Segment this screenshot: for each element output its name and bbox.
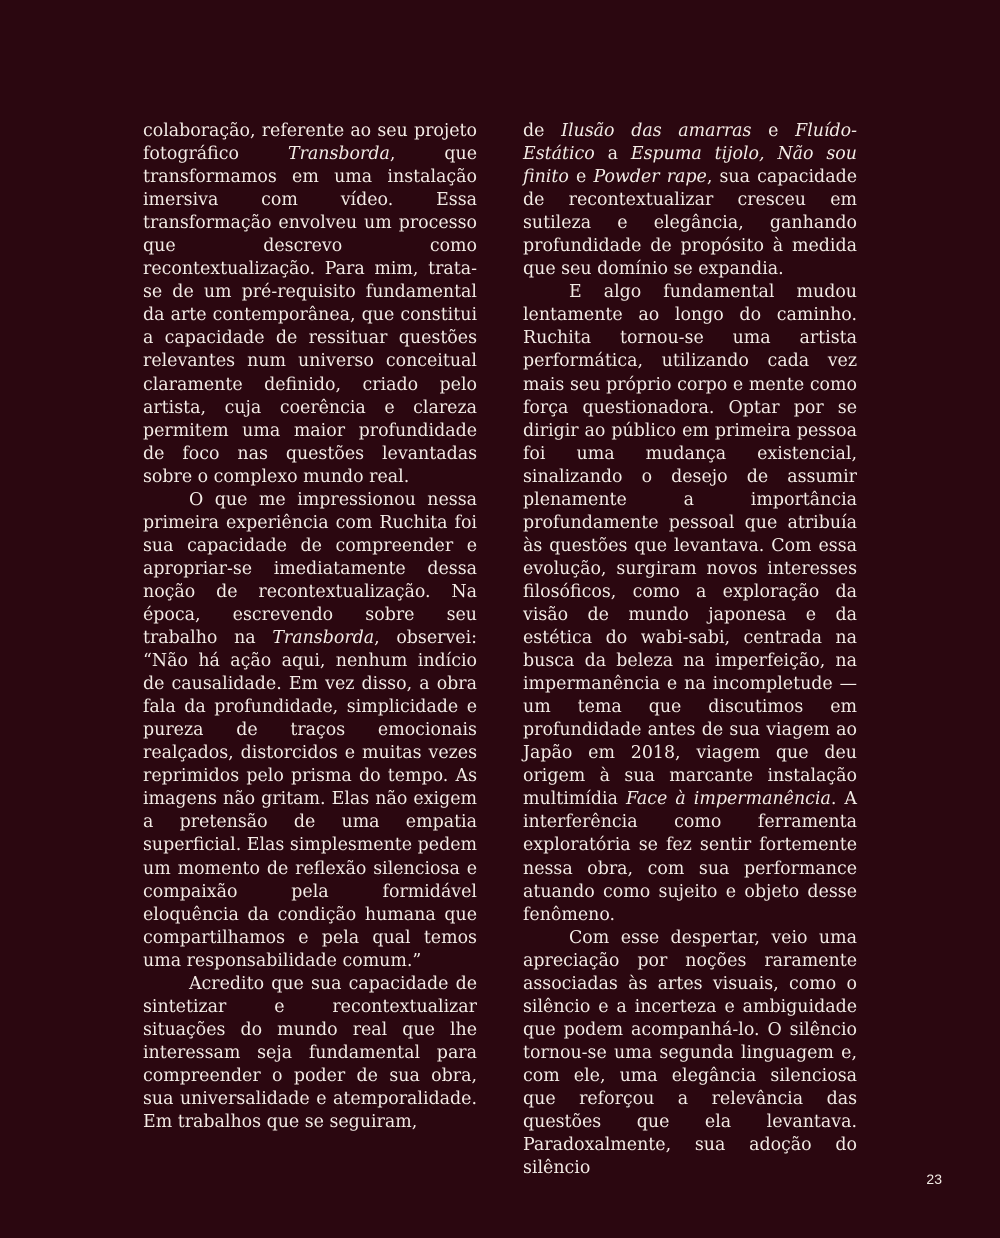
paragraph-2 <box>143 489 477 973</box>
italic-title: Ilusão das amarras <box>561 121 752 141</box>
italic-title: Transborda <box>288 144 390 165</box>
text-column-left <box>143 120 477 1134</box>
paragraph-1 <box>143 120 477 489</box>
text-run: Com esse despertar, veio uma apreciação por noções raramente associadas às artes visuais, como o silêncio e a incerteza e ambiguidade que podem acompanhá-lo. O silêncio tornou-se uma segunda linguagem e, com ele, uma elegância silenciosa que reforçou a relevância das questões que ela levantava. Paradoxalmente, sua adoção do silêncio <box>523 927 857 1179</box>
text-column-right <box>523 120 857 1180</box>
italic-title: Fluído-Estático <box>523 121 857 165</box>
text-run: O que me impressionou nessa primeira experiência com Ruchita foi sua capacidade de compreender e apropriar-se imediatamente dessa noção de recontextualização. Na época, escrevendo sobre seu trabalho na <box>143 489 477 649</box>
italic-title: Face à impermanência <box>626 789 831 810</box>
page-number: 23 <box>926 1171 942 1187</box>
text-run: E algo fundamental mudou lentamente ao longo do caminho. Ruchita tornou-se uma artista performática, utilizando cada vez mais seu próprio corpo e mente como força questionadora. Optar por se dirigir ao público em primeira pessoa foi uma mudança existencial, sinalizando o desejo de assumir plenamente a importância profundamente pessoal que atribuía às questões que levantava. Com essa evolução, surgiram novos interesses filosóficos, como a exploração da visão de mundo japonesa e da estética do wabi-sabi, centrada na busca da beleza na imperfeição, na impermanência e na incompletude — um tema que discutimos em profundidade antes de sua viagem ao Japão em 2018, viagem que deu origem à sua marcante instalação multimídia <box>523 282 857 810</box>
text-run: . A interferência como ferramenta exploratória se fez sentir fortemente nessa obra, com sua performance atuando como sujeito e objeto desse fenômeno. <box>523 789 857 925</box>
text-run: , sua capacidade de recontextualizar cresceu em sutileza e elegância, ganhando profundidade de propósito à medida que seu domínio se expandia. <box>523 167 857 280</box>
text-run: e <box>751 121 796 141</box>
paragraph-2 <box>523 281 857 926</box>
text-run: Acredito que sua capacidade de sintetizar e recontextualizar situações do mundo real que lhe interessam seja fundamental para compreender o poder de sua obra, sua universalidade e atemporalidade. Em trabalhos que se seguiram, <box>143 973 477 1133</box>
text-run: colaboração, referente ao seu projeto fotográfico <box>143 121 477 165</box>
text-run: , observei: “Não há ação aqui, nenhum indício de causalidade. Em vez disso, a obra fala da profundidade, simplicidade e pureza de traços emocionais realçados, distorcidos e muitas vezes reprimidos pelo prisma do tempo. As imagens não gritam. Elas não exigem a pretensão de uma empatia superficial. Elas simplesmente pedem um momento de reflexão silenciosa e compaixão pela formidável eloquência da condição humana que compartilhamos e pela qual temos uma responsabilidade comum.” <box>143 628 478 971</box>
paragraph-3 <box>143 973 477 1134</box>
italic-title: Powder rape <box>593 167 707 188</box>
italic-title: Transborda <box>272 628 375 649</box>
text-run: de <box>523 121 562 141</box>
paragraph-1 <box>523 120 857 281</box>
text-run: e <box>568 167 594 188</box>
text-run: a <box>594 144 631 165</box>
text-run: , que transformamos em uma instalação imersiva com vídeo. Essa transformação envolveu um processo que descrevo como recontextualização. Para mim, trata-se de um pré-requisito fundamental da arte contemporânea, que constitui a capacidade de ressituar questões relevantes num universo conceitual claramente definido, criado pelo artista, cuja coerência e clareza permitem uma maior profundidade de foco nas questões levantadas sobre o complexo mundo real. <box>143 144 477 487</box>
paragraph-3 <box>523 927 857 1181</box>
italic-title: Espuma tijolo, Não sou finito <box>523 144 857 188</box>
